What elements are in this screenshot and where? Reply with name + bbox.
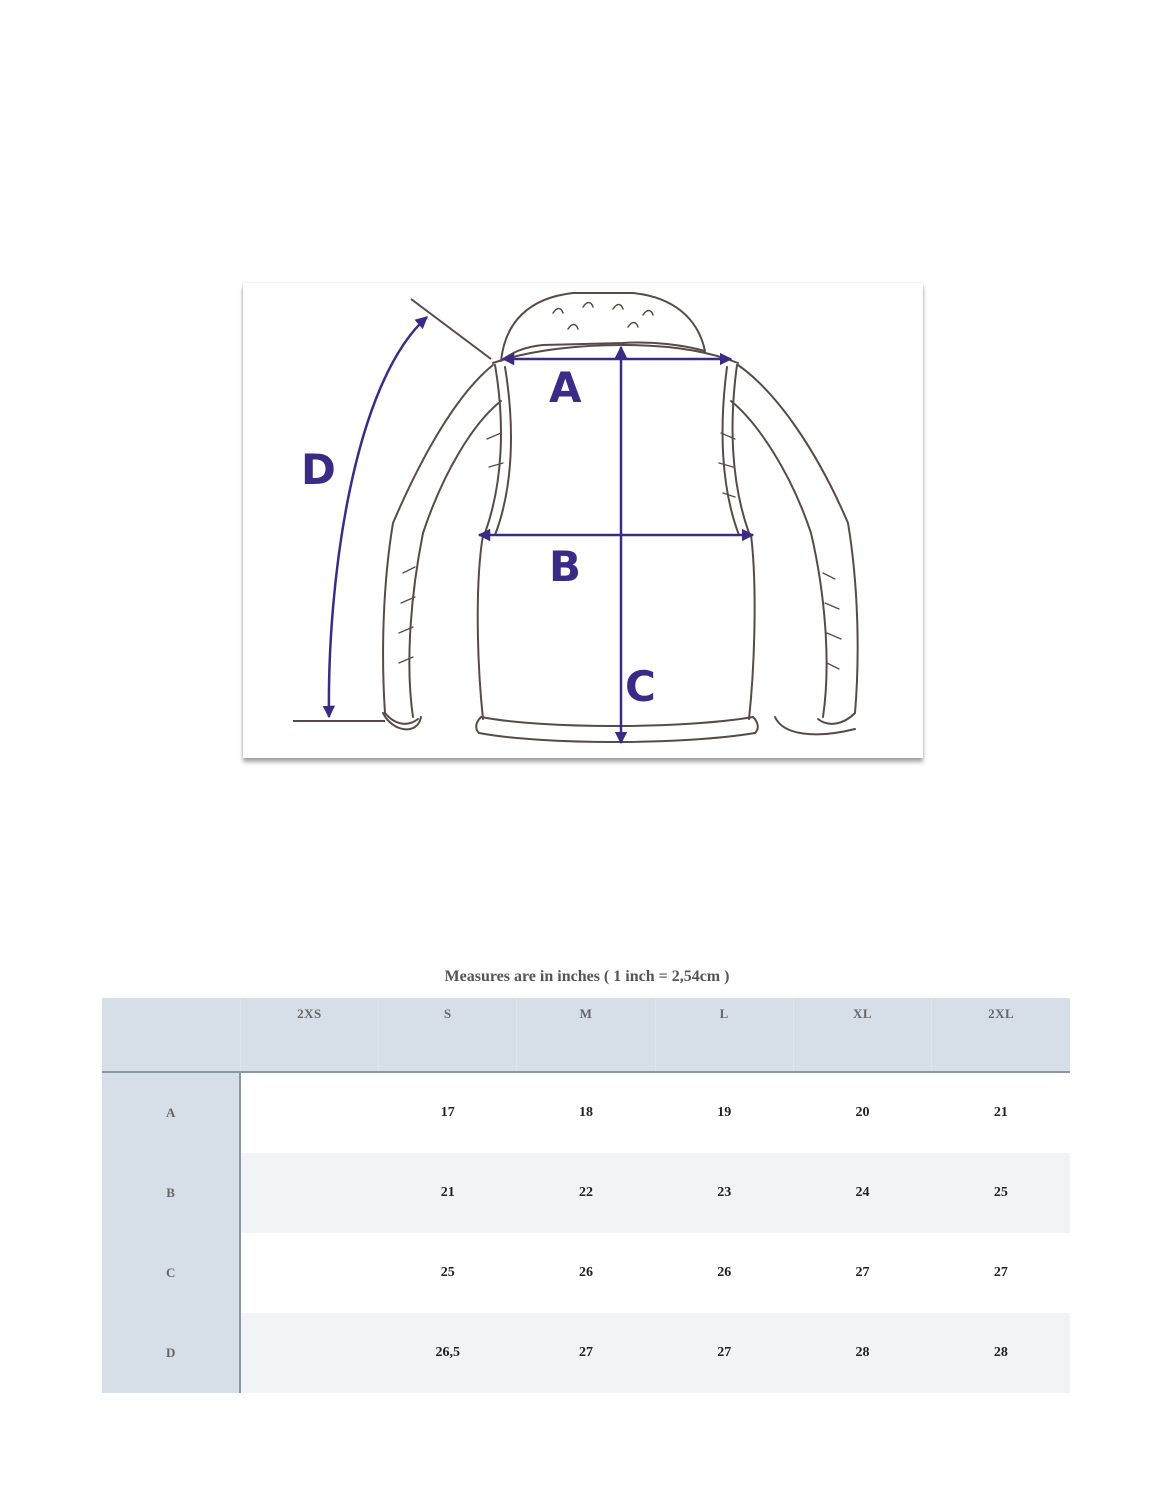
table-cell: 23 [655, 1153, 793, 1233]
table-cell: 27 [932, 1233, 1070, 1313]
table-cell: 24 [793, 1153, 931, 1233]
column-header-2xs: 2XS [240, 998, 378, 1072]
column-header-m: M [517, 998, 655, 1072]
table-cell: 27 [655, 1313, 793, 1393]
table-cell: 26,5 [379, 1313, 517, 1393]
table-cell: 27 [793, 1233, 931, 1313]
table-cell [240, 1233, 378, 1313]
row-label: D [102, 1313, 240, 1393]
table-cell [240, 1072, 378, 1153]
table-cell: 25 [379, 1233, 517, 1313]
label-a: A [549, 363, 582, 412]
label-b: B [549, 542, 582, 591]
table-row [102, 1153, 1070, 1233]
table-row [102, 1313, 1070, 1393]
label-d: D [301, 445, 336, 494]
table-cell: 28 [793, 1313, 931, 1393]
table-cell: 19 [655, 1072, 793, 1153]
table-row [102, 1072, 1070, 1153]
jacket-measurement-diagram [243, 283, 923, 758]
table-header-row [102, 998, 1070, 1072]
row-label: B [102, 1153, 240, 1233]
measurement-caption: Measures are in inches ( 1 inch = 2,54cm ) [444, 968, 730, 985]
row-label: A [102, 1072, 240, 1153]
column-header-l: L [655, 998, 793, 1072]
row-label: C [102, 1233, 240, 1313]
jacket-back-drawing [243, 283, 923, 758]
table-cell [240, 1313, 378, 1393]
table-cell: 26 [655, 1233, 793, 1313]
table-cell [240, 1153, 378, 1233]
table-cell: 18 [517, 1072, 655, 1153]
table-cell: 22 [517, 1153, 655, 1233]
column-header-xl: XL [793, 998, 931, 1072]
column-header-2xl: 2XL [932, 998, 1070, 1072]
table-row [102, 1233, 1070, 1313]
table-cell: 25 [932, 1153, 1070, 1233]
table-cell: 28 [932, 1313, 1070, 1393]
table-cell: 21 [932, 1072, 1070, 1153]
table-cell: 17 [379, 1072, 517, 1153]
label-c: C [625, 662, 656, 711]
size-chart-table [102, 998, 1070, 1393]
table-cell: 20 [793, 1072, 931, 1153]
corner-header [102, 998, 240, 1072]
table-cell: 26 [517, 1233, 655, 1313]
column-header-s: S [379, 998, 517, 1072]
table-cell: 27 [517, 1313, 655, 1393]
table-cell: 21 [379, 1153, 517, 1233]
